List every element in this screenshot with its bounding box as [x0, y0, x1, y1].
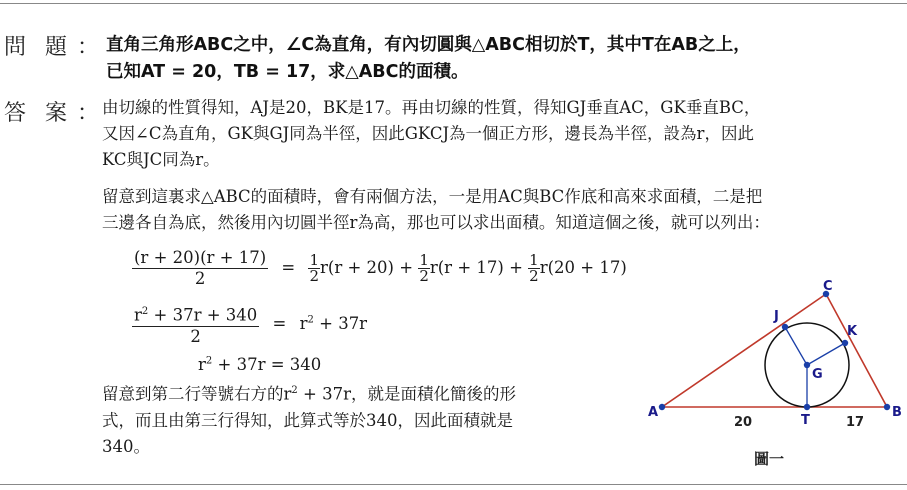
equation-2: $\frac{r^2 + 37r + 340}{2}$ = $r^2 + 37r$: [132, 302, 367, 347]
point-g: [804, 362, 810, 368]
answer-p1-line-1: 由切線的性質得知，AJ是20，BK是17。再由切線的性質，得知GJ垂直AC，GK垂直BC，: [102, 98, 761, 117]
eq1-lhs-fraction: $\frac{(r + 20)(r + 17)}{2}$: [134, 248, 267, 288]
point-k: [842, 340, 848, 346]
answer-paragraph-3: [102, 378, 622, 460]
answer-paragraph-1: [102, 95, 897, 173]
radius-gj: [785, 327, 807, 365]
question-line-1: 直角三角形ABC之中，∠C為直角，有內切圓與△ABC相切於T，其中T在AB之上，: [106, 35, 751, 55]
label-t: T: [801, 413, 810, 428]
triangle-incircle-diagram: [640, 280, 907, 480]
eq2-lhs-fraction: $\frac{r^2 + 37r + 340}{2}$: [132, 302, 259, 347]
equation-3: $r^2 + 37r = 340$: [198, 355, 322, 374]
point-a: [659, 404, 665, 410]
radius-gk: [807, 343, 845, 365]
eq1-term2-fraction: $\frac{1}{2}$: [419, 251, 429, 285]
figure-caption: 圖一: [754, 450, 785, 468]
answer-paragraph-2: [102, 184, 897, 236]
point-b: [884, 404, 890, 410]
eq1-term1-fraction: $\frac{1}{2}$: [309, 251, 320, 285]
length-tb: 17: [846, 415, 865, 430]
label-k: K: [847, 324, 858, 339]
answer-p1-line-2: 又因∠C為直角，GK與GJ同為半徑，因此GKCJ為一個正方形，邊長為半徑，設為r，因此: [102, 124, 754, 143]
eq1-term3-fraction: $\frac{1}{2}$: [529, 251, 539, 285]
question-text: [106, 32, 896, 86]
length-at: 20: [734, 415, 753, 430]
answer-p3-line-1: 留意到第二行等號右方的$r^2 + 37r$，就是面積化簡後的形: [102, 384, 516, 404]
question-line-2: 已知AT = 20，TB = 17，求△ABC的面積。: [106, 62, 469, 82]
bottom-rule: [0, 484, 907, 485]
answer-p1-line-3: KC與JC同為r。: [102, 150, 220, 169]
label-j: J: [774, 309, 779, 324]
answer-p2-line-1: 留意到這裏求△ABC的面積時，會有兩個方法，一是用AC與BC作底和高來求面積，二是把: [102, 187, 763, 206]
question-label: 問 題 ：: [4, 35, 100, 60]
label-g: G: [812, 367, 823, 382]
point-j: [782, 324, 788, 330]
answer-p3-line-2: 式，而且由第三行得知，此算式等於340，因此面積就是: [102, 410, 513, 430]
equation-1: $\frac{(r + 20)(r + 17)}{2}$ = $\frac{1}{2}$ r(r + 20) + $\frac{1}{2}$ r(r + 17) + $\frac{1}{2}$ r(20 + 17): [134, 248, 627, 288]
label-a: A: [648, 405, 659, 420]
top-rule: [0, 3, 907, 4]
answer-p2-line-2: 三邊各自為底，然後用內切圓半徑r為高，那也可以求出面積。知道這個之後，就可以列出：: [102, 213, 770, 232]
answer-p3-line-3: 340。: [102, 436, 150, 456]
answer-label: 答 案 ：: [4, 101, 100, 126]
point-t: [804, 404, 810, 410]
label-b: B: [892, 405, 902, 420]
label-c: C: [823, 280, 833, 294]
